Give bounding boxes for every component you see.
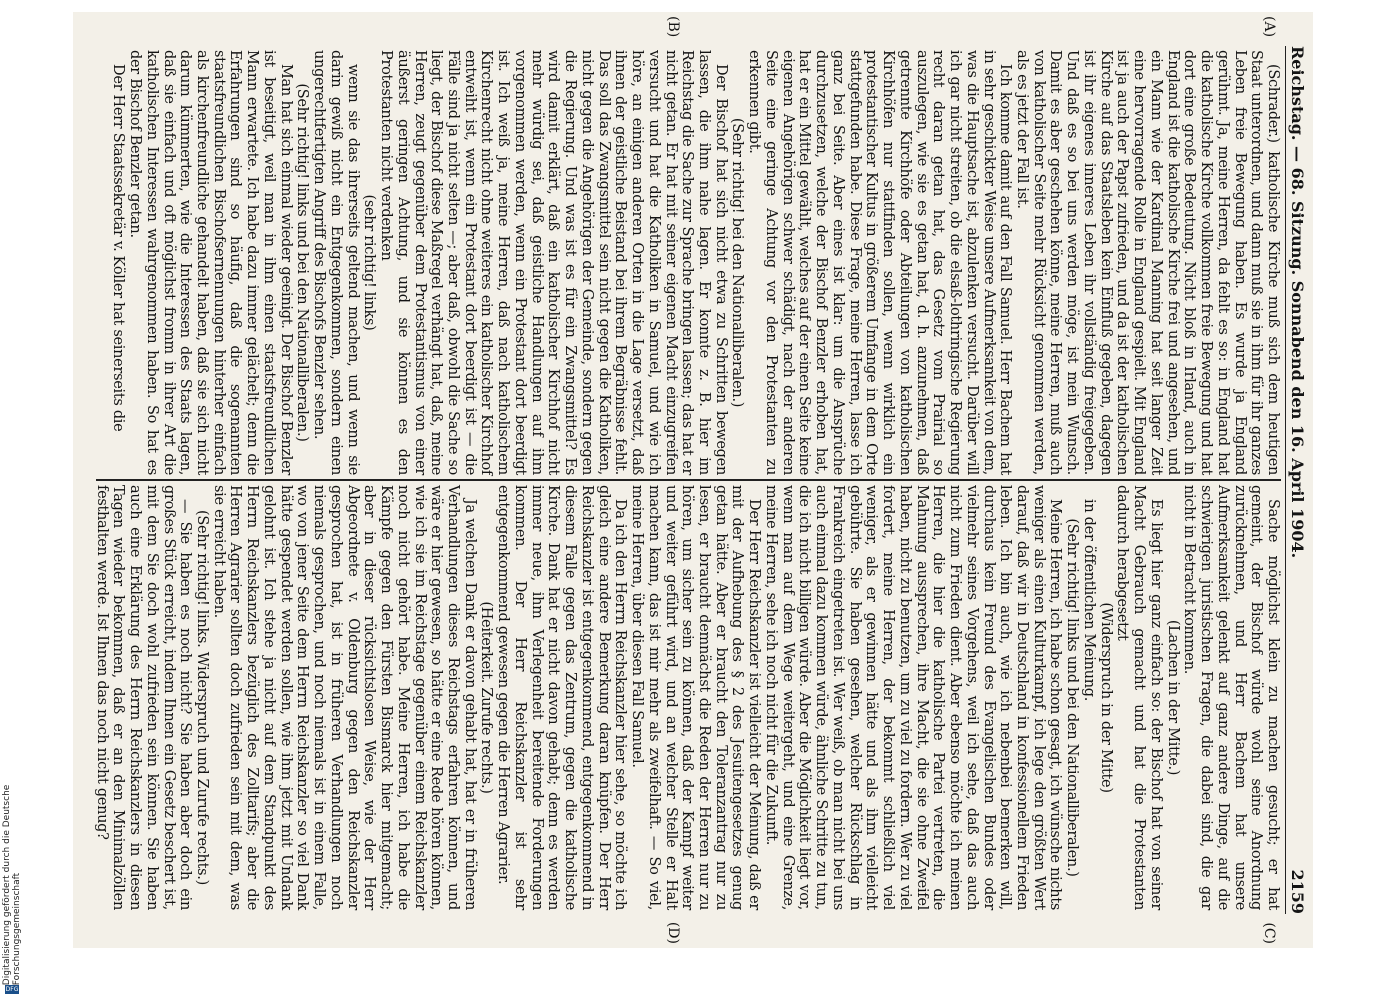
page-header: [1285, 46, 1307, 914]
right-column-paragraph: in der öffentlichen Meinung.: [1080, 499, 1097, 702]
margin-mark-b: (B): [665, 16, 681, 38]
digitization-credit: [4, 754, 20, 994]
right-column-paragraph: (Heiterkeit. Zurufe rechts.): [478, 601, 495, 794]
margin-mark-a: (A): [1261, 16, 1277, 38]
right-column-paragraph: Ja welchen Dank er davon gehabt hat, hat er in früheren Verhandlungen dieses Reichstags erfahren können, und wäre er hier gewesen, so hätte er eine Rede hören können, wie ich sie im Reichstage gegenüber einem Reichskanzler noch nicht gehört habe. Meine Herren, ich habe die Kämpfe gegen den Fürsten Bismarck hier mitgemacht; aber in dieser rücksichtslosen Weise, wie der Herr Abgeordnete v. Oldenburg gegen den Reichskanzler gesprochen hat, ist in früheren Verhandlungen noch niemals gesprochen, und noch niemals ist in einem Falle, wo von jener Seite dem Herrn Reichskanzler so viel Dank hätte gespendet werden sollen, wie ihm jetzt mit Undank gelohnt ist. Ich stehe ja nicht auf dem Standpunkt des Herrn Reichskanzlers bezüglich des Zolltarifs; aber die Herren Agrarier sollten doch zufrieden sein mit dem, was sie erreicht haben.: [210, 485, 478, 910]
margin-mark-d: (D): [665, 921, 681, 944]
left-column-paragraph: Ich komme damit auf den Fall Samuel. Herr Bachem hat in sehr geschickter Weise unsere Aufmerksamkeit von dem, was die Hauptsache ist, abzulenken versucht. Darüber will ich gar nicht streiten, ob die elsaß-lothringische Regierung recht daran getan hat, das Gesetz vom Prairial so auszulegen, wie sie es getan hat, d. h. anzunehmen, daß getrennte Kirchhöfe oder Abteilungen von katholischen Kirchhöfen nur stattfinden sollen, wenn wirklich ein protestantischer Kultus in größerem Umfange in dem Orte stattgefunden habe. Diese Frage, meine Herren, lasse ich ganz bei Seite. Aber eines ist klar: um die Ansprüche durchzusetzen, welche der Bischof Benzler erhoben hat, hat er ein Mittel gewählt, welches auf der einen Seite keine eigenen Angehörigen schwer schädigt, nach der anderen Seite eine geringe Achtung vor den Protestanten zu erkennen gibt.: [746, 50, 1014, 475]
credit-text: Digitalisierung gefördert durch die Deutsche Forschungsgemeinschaft: [2, 784, 22, 986]
left-column-paragraph: (Schrader.) katholische Kirche muß sich dem heutigen Staat unterordnen, und dann muß sie in ihm für ihr ganzes Leben freie Bewegung haben. Es wurde ja England gerühmt. Ja, meine Herren, da fehlt es so: in England hat die katholische Kirche vollkommen freie Bewegung und hat dort eine große Bedeutung. Nicht bloß in Irland, auch in England ist die katholische Kirche frei und angesehen, und ein Mann wie der Kardinal Manning hat seit langer Zeit eine hervorragende Rolle in England gespielt. Mit England ist ja auch der Papst zufrieden, und da ist der katholischen Kirche auf das Staatsleben kein Einfluß gegeben, dagegen ist ihr eigenes inneres Leben ihr vollständig freigegeben. Und daß es so bei uns werden möge, ist mein Wunsch. Damit es aber geschehen könne, meine Herren, muß auch von katholischer Seite mehr Rücksicht genommen werden, als es jetzt der Fall ist.: [1013, 50, 1281, 475]
right-column-paragraph: (Sehr richtig! links. Widerspruch und Zurufe rechts.): [194, 510, 210, 885]
right-column-paragraph: Meine Herren, ich habe schon gesagt, ich wünsche nichts weniger als einen Kulturkampf, ich lege den größten Wert darauf, daß wir in Deutschland in konfessionellem Frieden leben. Ich bin auch, wie ich nebenbei bemerken will, durchaus kein Freund des Evangelischen Bundes oder vielmehr seines Vorgehens, weil ich sehe, daß das auch nicht zum Frieden dient. Aber ebenso möchte ich meinen Herren, die hier die katholische Partei vertreten, die Mahnung aussprechen, ihre Macht, die sie ohne Zweifel haben, nicht zu benutzen, um zu viel zu fordern. Wer zu viel fordert, meine Herren, der bekommt schließlich viel weniger, als er gewinnen hätte und als ihm vielleicht gebührte. Sie haben gesehen, welcher Rückschlag in Frankreich eingetreten ist. Wer weiß, ob man nicht bei uns auch einmal dazu kommen würde, ähnliche Schritte zu tun, die ich nicht billigen würde. Aber die Möglichkeit liegt vor, wenn man auf dem Wege weitergeht, und eine Grenze, meine Herren, sehe ich noch nicht für die Zukunft.: [762, 485, 1064, 910]
left-column: [96, 16, 1281, 481]
right-column-paragraph: (Lachen in der Mitte.): [1164, 619, 1181, 776]
left-column-paragraph: Der Bischof hat sich nicht etwa zu Schritten bewegen lassen, die ihm nahe lagen. Er konnte z. B. hier im Reichstag die Sache zur Sprache bringen lassen; das hat er nicht getan. Er hat mit seiner eigenen Macht einzugreifen versucht und hat die Katholiken in Samuel, und wie ich höre, an einigen anderen Orten in die Lage versetzt, daß ihnen der geistliche Beistand bei ihrem Begräbnisse fehlt. Das soll das Zwangsmittel sein nicht gegen die Katholiken, nicht gegen die Angehörigen der Gemeinde, sondern gegen die Regierung. Und was ist es für ein Zwangsmittel? Es wird damit erklärt, daß ein katholischer Kirchhof nicht mehr würdig sei, daß geistliche Handlungen auf ihm vorgenommen werden, wenn ein Protestant dort beerdigt ist. Ich weiß ja, meine Herren, daß nach katholischem Kirchenrecht nicht ohne weiteres ein katholischer Kirchhof entweiht ist, wenn ein Protestant dort beerdigt ist — die Fälle sind ja nicht selten —; aber daß, obwohl die Sache so liegt, der Bischof diese Maßregel verhängt hat, daß, meine Herren, zeugt gegenüber dem Protestantismus von einer äußerst geringen Achtung, und sie können es den Protestanten nicht verdenken: [378, 50, 729, 475]
scanned-page: [73, 12, 1313, 948]
left-column-paragraph: wenn sie das ihrerseits geltend machen, und wenn sie darin gewiß nicht ein Entgegenkommen, sondern einen ungerechtfertigten Angriff des Bischofs Benzler sehen.: [311, 50, 361, 475]
left-column-paragraph: Der Herr Staatssekretär v. Köller hat seinerseits die: [110, 64, 127, 432]
page-header-title: Reichstag. — 68. Sitzung. Sonnabend den 16. April 1904.: [1288, 46, 1307, 559]
right-column: [93, 481, 1281, 944]
text-columns: [93, 16, 1281, 944]
right-column-paragraph: Es liegt hier ganz einfach so: der Bischof hat von seiner Macht Gebrauch gemacht und hat die Protestanten dadurch herabgesetzt: [1114, 485, 1164, 910]
right-column-paragraph: Der Herr Reichskanzler ist vielleicht der Meinung, daß er mit der Aufhebung des § 2 des Jesuitengesetzes genug getan hätte. Aber er braucht den Toleranzantrag nur zu lesen, er braucht demnächst die Reden der Herren nur zu hören, um sicher sein zu können, daß der Kampf weiter und weiter geführt wird, und an welcher Stelle er Halt machen kann, das ist mir mehr als zweifelhaft. — So viel, meine Herren, über diesen Fall Samuel.: [629, 485, 763, 910]
left-column-paragraph: (sehr richtig! links): [361, 194, 378, 331]
right-column-paragraph: (Sehr richtig! links und bei den Nationalliberalen.): [1064, 518, 1081, 877]
right-column-paragraph: (Widerspruch in der Mitte): [1097, 602, 1114, 793]
left-column-paragraph: Man hat sich einmal wieder geeinigt. Der Bischof Benzler ist beseitigt, weil man in ihm einen staatsfreundlichen Mann erwartete. Ich habe dazu immer gelächelt; denn die Erfahrungen sind so häufig, daß die sogenannten staatsfreundlichen Bischofsernennungen hinterher einfach als kirchenfreundliche gehandelt haben, daß sie sich nicht darum kümmerten, wie die Interessen des Staats lagen, daß sie einfach und oft möglichst fromm in ihrer Art die katholischen Interessen wahrgenommen haben. So hat es der Bischof Benzler getan.: [127, 50, 294, 475]
margin-mark-c: (C): [1261, 922, 1277, 944]
right-column-paragraph: Da ich den Herrn Reichskanzler hier sehe, so möchte ich gleich eine andere Bemerkung daran knüpfen. Der Herr Reichskanzler ist entgegenkommend, entgegenkommend in diesem Falle gegen das Zentrum, gegen die katholische Kirche. Dank hat er nicht davon gehabt; denn es werden immer neue, ihm Verlegenheit bereitende Forderungen kommen. Der Herr Reichskanzler ist sehr entgegenkommend gewesen gegen die Herren Agrarier.: [495, 485, 629, 910]
right-column-paragraph: — Sie haben es noch nicht? Sie haben aber doch ein großes Stück erreicht, indem Ihnen ein Gesetz beschert ist, mit dem Sie doch wohl zufrieden sein können. Sie haben auch eine Erklärung des Herrn Reichskanzlers in diesen Tagen wieder bekommen, daß er an den Minimalzöllen festhalten werde. Ist Ihnen das noch nicht genug?: [93, 485, 194, 910]
left-column-paragraph: (Sehr richtig! links und bei den Nationalliberalen.): [294, 83, 311, 442]
dfg-logo: DFG: [5, 986, 19, 994]
left-column-paragraph: (Sehr richtig! bei den Nationalliberalen.): [729, 117, 746, 408]
page-number: 2159: [1288, 869, 1307, 914]
right-column-paragraph: Sache möglichst klein zu machen gesucht; er hat gemeint, der Bischof würde wohl seine Anordnung zurücknehmen, und Herr Bachem hat unsere Aufmerksamkeit gelenkt auf ganz andere Dinge, auf die schwierigen juristischen Fragen, die dabei sind, die gar nicht in Betracht kommen.: [1181, 485, 1281, 910]
